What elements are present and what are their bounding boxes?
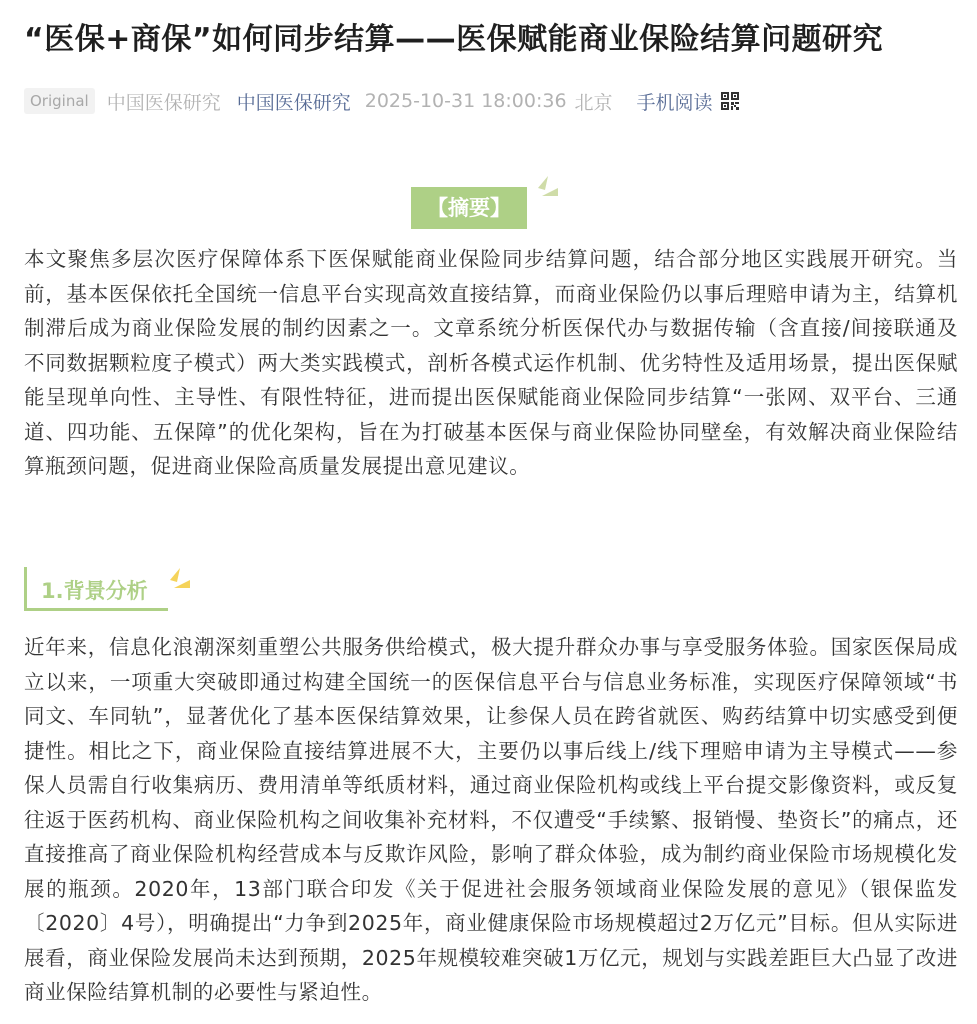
account-name-link[interactable]: 中国医保研究 (236, 91, 351, 114)
section-heading-label: 1.背景分析 (41, 579, 148, 603)
abstract-text: 本文聚焦多层次医疗保障体系下医保赋能商业保险同步结算问题，结合部分地区实践展开研究。当前，基本医保依托全国统一信息平台实现高效直接结算，而商业保险仍以事后理赔申请为主，结算机制滞后成为商业保险发展的制约因素之一。文章系统分析医保代办与数据传输（含直接/间接联通及不同数据颗粒度子模式）两大类实践模式，剖析各模式运作机制、优劣特性及适用场景，提出医保赋能呈现单向性、主导性、有限性特征，进而提出医保赋能商业保险同步结算“一张网、双平台、三通道、四功能、五保障”的优化架构，旨在为打破基本医保与商业保险协同壁垒，有效解决商业保险结算瓶颈问题，促进商业保险高质量发展提出意见建议。 (24, 247, 958, 478)
mobile-read-link[interactable]: 手机阅读 (636, 91, 713, 114)
abstract-heading: 【摘要】 (411, 187, 527, 229)
sparkle-decoration-icon (168, 566, 194, 592)
author-name: 中国医保研究 (106, 91, 221, 114)
section-body-text: 近年来，信息化浪潮深刻重塑公共服务供给模式，极大提升群众办事与享受服务体验。国家医保局成立以来，一项重大突破即通过构建全国统一的医保信息平台与信息业务标准，实现医疗保障领域“书同文、车同轨”，显著优化了基本医保结算效果，让参保人员在跨省就医、购药结算中切实感受到便捷性。相比之下，商业保险直接结算进展不大，主要仍以事后线上/线下理赔申请为主导模式——参保人员需自行收集病历、费用清单等纸质材料，通过商业保险机构或线上平台提交影像资料，或反复往返于医药机构、商业保险机构之间收集补充材料，不仅遭受“手续繁、报销慢、垫资长”的痛点，还直接推高了商业保险机构经营成本与反欺诈风险，影响了群众体验，成为制约商业保险市场规模化发展的瓶颈。2020年，13部门联合印发《关于促进社会服务领域商业保险发展的意见》（银保监发〔2020〕4号），明确提出“力争到2025年，商业健康保险市场规模超过2万亿元”目标。但从实际进展看，商业保险发展尚未达到预期，2025年规模较难突破1万亿元，规划与实践差距巨大凸显了改进商业保险结算机制的必要性与紧迫性。 (24, 635, 958, 1004)
section-heading-background (24, 567, 168, 611)
publish-location: 北京 (574, 91, 613, 114)
original-badge: Original (24, 88, 95, 114)
article-title: “医保+商保”如何同步结算——医保赋能商业保险结算问题研究 (24, 22, 884, 57)
publish-time: 2025-10-31 18:00:36 (364, 90, 567, 112)
qr-code-icon[interactable] (721, 92, 739, 110)
sparkle-decoration-icon (536, 174, 562, 200)
article-meta (24, 86, 739, 116)
